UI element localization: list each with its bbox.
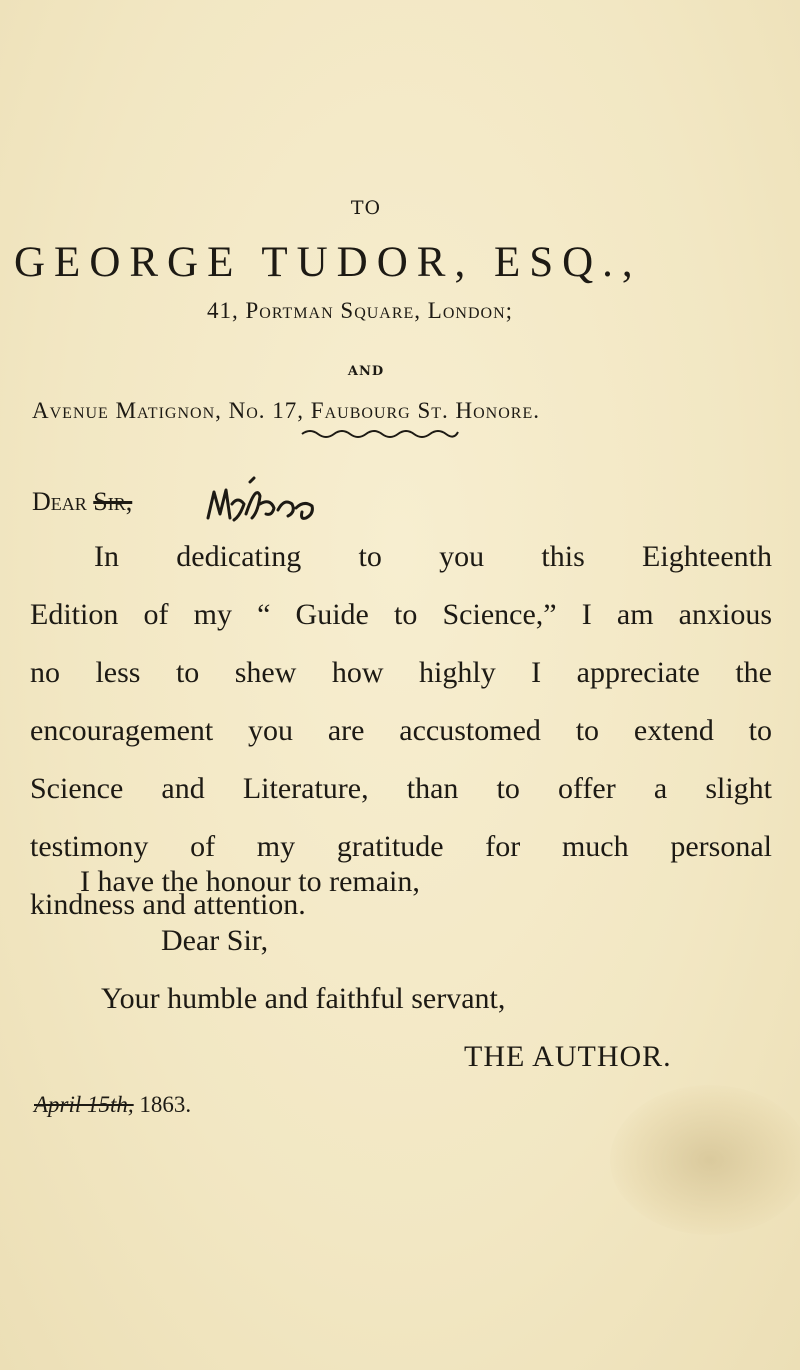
handwritten-annotation-icon: [200, 474, 330, 534]
paper-stain: [610, 1085, 800, 1235]
address-conjunction: AND: [347, 364, 385, 379]
closing-line-3: Your humble and faithful servant,: [101, 982, 506, 1015]
body-line: encouragement you are accustomed to extend to: [30, 714, 772, 747]
letter-date: [34, 1092, 191, 1118]
address-line-2: Avenue Matignon, No. 17, Faubourg St. Honore.: [32, 398, 540, 423]
ornamental-divider-icon: [300, 426, 460, 440]
body-line: kindness and attention.: [30, 888, 306, 921]
address-line-1: 41, Portman Square, London;: [206, 298, 514, 323]
closing-line-2: Dear Sir,: [161, 924, 269, 957]
salutation-struck-word: Sir,: [93, 487, 133, 516]
date-struck: April 15th,: [34, 1092, 134, 1117]
closing-line-1: I have the honour to remain,: [80, 865, 420, 898]
body-line: In dedicating to you this Eighteenth: [94, 540, 772, 573]
dedication-to: TO: [350, 197, 382, 219]
body-line: no less to shew how highly I appreciate the: [30, 656, 772, 689]
body-line: testimony of my gratitude for much personal: [30, 830, 772, 863]
salutation: [32, 487, 132, 517]
dedicatee-name: GEORGE TUDOR, ESQ.,: [14, 239, 642, 286]
salutation-prefix: Dear: [32, 487, 87, 516]
date-year: 1863.: [133, 1092, 192, 1117]
body-line: Edition of my “ Guide to Science,” I am anxious: [30, 598, 772, 631]
signature: THE AUTHOR.: [464, 1040, 672, 1073]
body-line: Science and Literature, than to offer a slight: [30, 772, 772, 805]
